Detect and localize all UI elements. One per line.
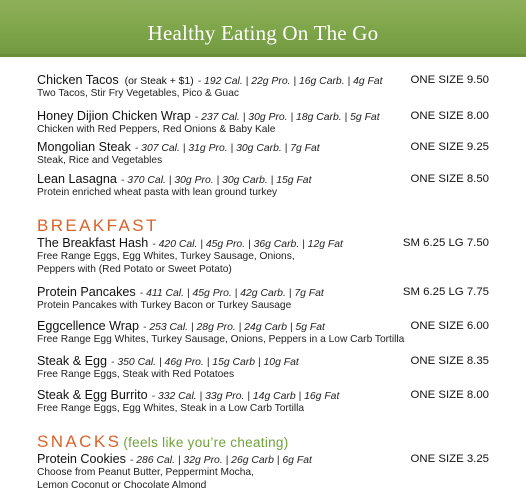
item-price: SM 6.25 LG 7.75	[402, 286, 489, 298]
item-nutrition: - 192 Cal. | 22g Pro. | 16g Carb. | 4g Fat	[197, 76, 383, 87]
menu-item-eggcellence-wrap	[37, 318, 489, 347]
item-name: Steak & Egg	[37, 354, 108, 368]
item-description: Peppers with (Red Potato or Sweet Potato)	[37, 263, 232, 275]
menu-item-chicken-tacos	[37, 72, 489, 101]
section-heading-text: SNACKS	[37, 432, 122, 451]
item-nutrition: - 253 Cal. | 28g Pro. | 24g Carb | 5g Fat	[142, 322, 325, 333]
item-note: (or Steak + $1)	[124, 76, 194, 87]
item-nutrition: - 350 Cal. | 46g Pro. | 15g Carb | 10g Fat	[111, 357, 299, 368]
item-description: Protein Pancakes with Turkey Bacon or Turkey Sausage	[37, 300, 292, 311]
item-price: ONE SIZE 6.00	[410, 320, 489, 332]
item-description: Protein enriched wheat pasta with lean ground turkey	[37, 187, 278, 198]
item-price: ONE SIZE 9.50	[410, 74, 489, 86]
item-name: Protein Pancakes	[37, 285, 136, 299]
section-heading-snacks	[37, 432, 289, 452]
item-price: ONE SIZE 9.25	[410, 141, 489, 153]
item-description: Free Range Eggs, Egg Whites, Steak in a Low Carb Tortilla	[37, 403, 305, 414]
item-name: Eggcellence Wrap	[37, 319, 139, 333]
item-name: Steak & Egg Burrito	[37, 388, 148, 402]
menu-item-honey-dijion-chicken-wrap	[37, 108, 489, 137]
header-banner	[0, 0, 526, 57]
menu-item-steak-and-egg-burrito	[37, 387, 489, 416]
item-price: ONE SIZE 8.00	[410, 110, 489, 122]
item-nutrition: - 370 Cal. | 30g Pro. | 30g Carb. | 15g Fat	[120, 175, 312, 186]
item-price: ONE SIZE 8.50	[410, 173, 489, 185]
item-name: The Breakfast Hash	[37, 236, 149, 250]
item-nutrition: - 420 Cal. | 45g Pro. | 36g Carb. | 12g Fat	[152, 239, 343, 250]
item-description: Steak, Rice and Vegetables	[37, 155, 163, 166]
menu-item-protein-cookies	[37, 451, 489, 492]
item-name: Chicken Tacos	[37, 73, 119, 87]
item-price: ONE SIZE 8.35	[410, 355, 489, 367]
item-nutrition: - 411 Cal. | 45g Pro. | 42g Carb. | 7g Fat	[139, 288, 324, 299]
item-nutrition: - 332 Cal. | 33g Pro. | 14g Carb | 16g Fat	[151, 391, 340, 402]
menu-item-breakfast-hash	[37, 235, 489, 276]
section-heading-breakfast	[37, 216, 159, 236]
item-price: ONE SIZE 3.25	[410, 453, 489, 465]
menu-item-protein-pancakes	[37, 284, 489, 313]
item-nutrition: - 286 Cal. | 32g Pro. | 26g Carb | 6g Fat	[129, 455, 312, 466]
menu-item-mongolian-steak	[37, 139, 489, 168]
item-price: SM 6.25 LG 7.50	[402, 237, 489, 249]
item-description: Free Range Egg Whites, Turkey Sausage, Onions, Peppers in a Low Carb Tortilla	[37, 334, 405, 345]
item-description: Chicken with Red Peppers, Red Onions & Baby Kale	[37, 124, 276, 135]
item-name: Lean Lasagna	[37, 172, 117, 186]
item-description: Free Range Eggs, Steak with Red Potatoes	[37, 369, 235, 380]
item-nutrition: - 307 Cal. | 31g Pro. | 30g Carb. | 7g Fat	[134, 143, 320, 154]
item-description: Lemon Coconut or Chocolate Almond	[37, 479, 207, 491]
item-price: ONE SIZE 8.00	[410, 389, 489, 401]
item-name: Honey Dijion Chicken Wrap	[37, 109, 191, 123]
menu-item-steak-and-egg	[37, 353, 489, 382]
item-nutrition: - 237 Cal. | 30g Pro. | 18g Carb. | 5g Fat	[194, 112, 380, 123]
item-name: Protein Cookies	[37, 452, 126, 466]
item-description: Free Range Eggs, Egg Whites, Turkey Sausage, Onions,	[37, 251, 295, 262]
menu-item-lean-lasagna	[37, 171, 489, 200]
menu-title: Healthy Eating On The Go	[147, 21, 379, 45]
item-description: Choose from Peanut Butter, Peppermint Mocha,	[37, 467, 254, 478]
section-heading-text: BREAKFAST	[37, 216, 159, 235]
item-description: Two Tacos, Stir Fry Vegetables, Pico & Guac	[37, 88, 239, 99]
section-tagline: (feels like you’re cheating)	[123, 435, 289, 450]
item-name: Mongolian Steak	[37, 140, 131, 154]
